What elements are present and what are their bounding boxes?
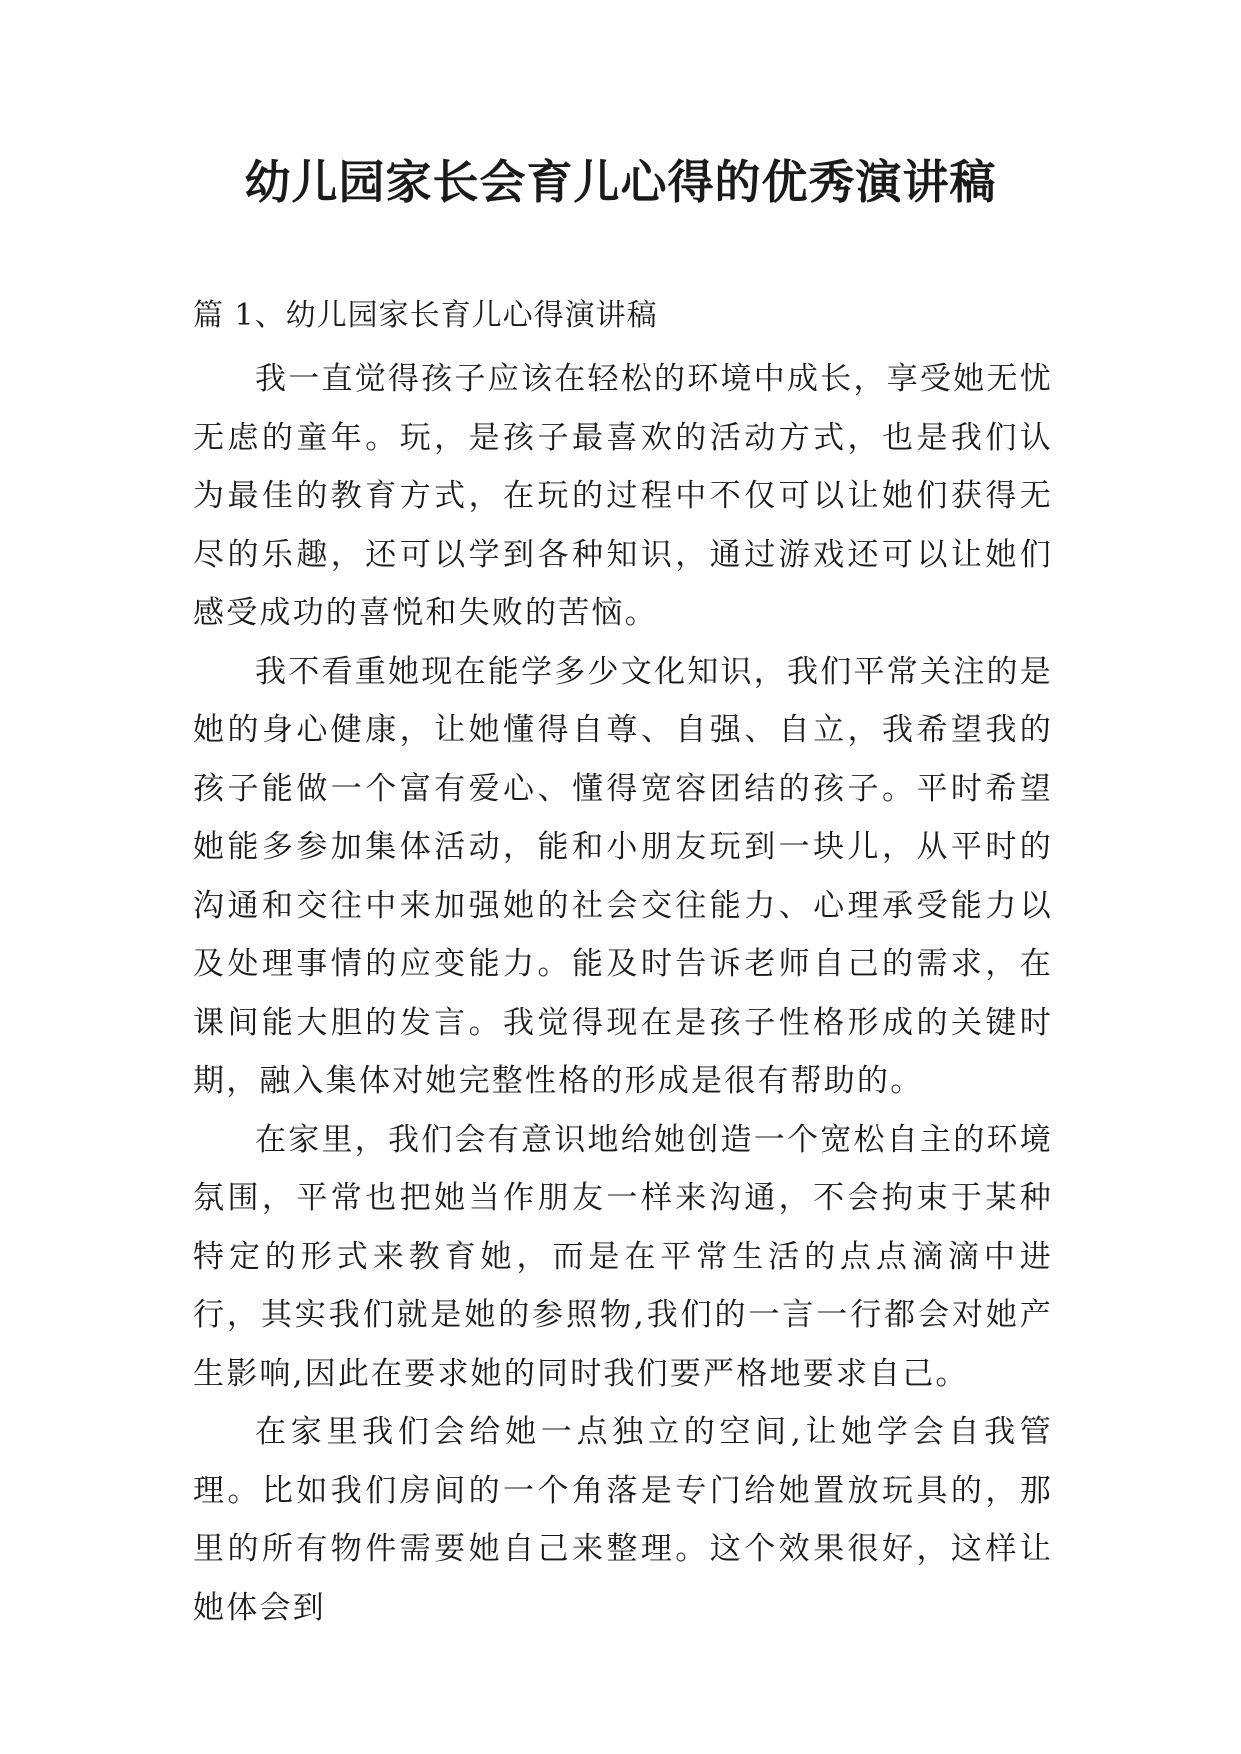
document-title: 幼儿园家长会育儿心得的优秀演讲稿 xyxy=(244,155,997,209)
paragraph-4: 在家里我们会给她一点独立的空间,让她学会自我管理。比如我们房间的一个角落是专门给她置放玩具的，那里的所有物件需要她自己来整理。这个效果很好，这样让她体会到 xyxy=(193,1414,1053,1626)
section-heading: 篇 1、幼儿园家长育儿心得演讲稿 xyxy=(193,298,658,333)
paragraph-2: 我不看重她现在能学多少文化知识，我们平常关注的是她的身心健康，让她懂得自尊、自强、自立，我希望我的孩子能做一个富有爱心、懂得宽容团结的孩子。平时希望她能多参加集体活动，能和小朋友玩到一块儿，从平时的沟通和交往中来加强她的社会交往能力、心理承受能力以及处理事情的应变能力。能及时告诉老师自己的需求，在课间能大胆的发言。我觉得现在是孩子性格形成的关键时期，融入集体对她完整性格的形成是很有帮助的。 xyxy=(193,653,1053,1099)
paragraph-1: 我一直觉得孩子应该在轻松的环境中成长，享受她无忧无虑的童年。玩，是孩子最喜欢的活动方式，也是我们认为最佳的教育方式，在玩的过程中不仅可以让她们获得无尽的乐趣，还可以学到各种知识，通过游戏还可以让她们感受成功的喜悦和失败的苦恼。 xyxy=(193,361,1053,631)
paragraph-3: 在家里，我们会有意识地给她创造一个宽松自主的环境氛围，平常也把她当作朋友一样来沟通，不会拘束于某种特定的形式来教育她，而是在平常生活的点点滴滴中进行，其实我们就是她的参照物,我们的一言一行都会对她产生影响,因此在要求她的同时我们要严格地要求自己。 xyxy=(193,1121,1053,1392)
document-body xyxy=(193,350,1053,1637)
